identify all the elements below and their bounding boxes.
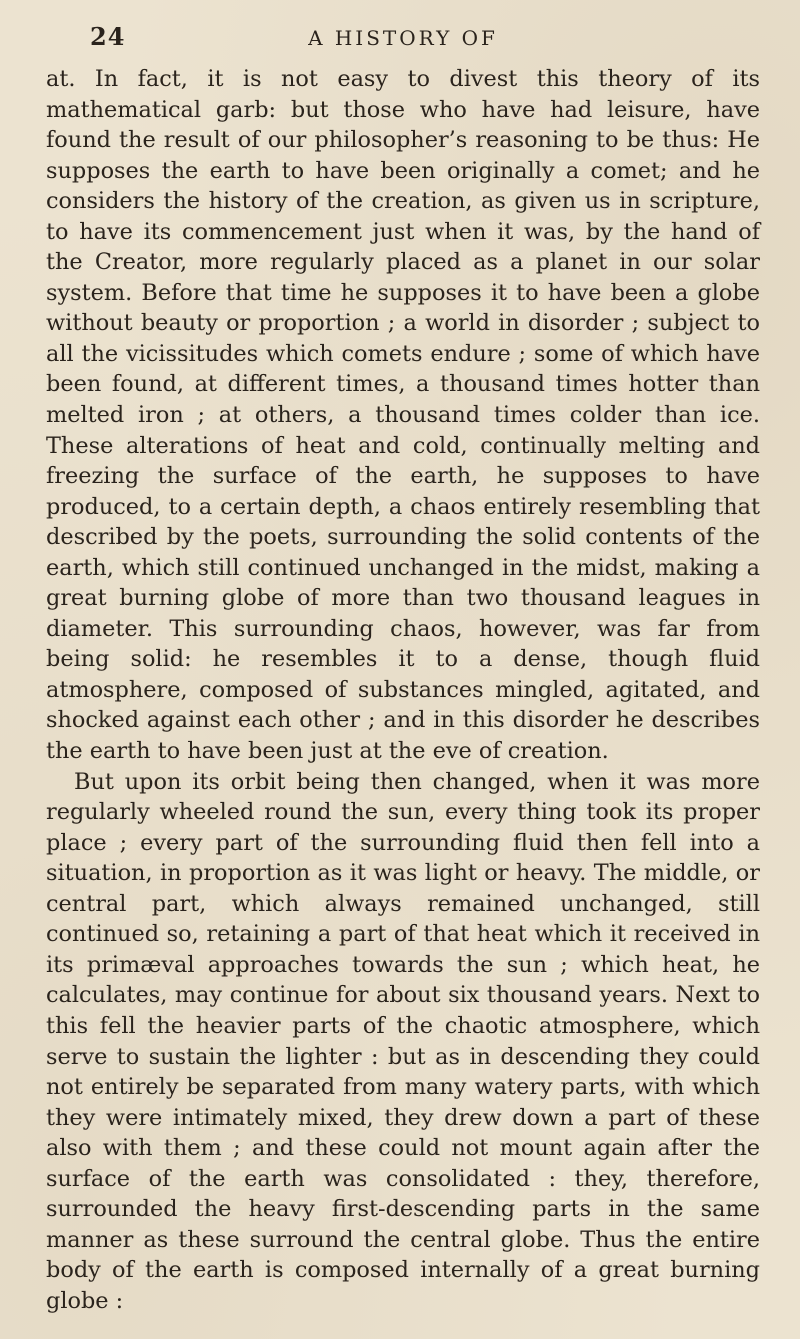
paragraph: But upon its orbit being then changed, when it was more regularly wheeled round the sun, every thing took its proper place ; every part of the surrounding fluid then fell into a situation, in proportion as it was light or heavy. The middle, or central part, which always remained unchanged, still continued so, retaining a part of that heat which it received in its primæval approaches towards the sun ; which heat, he calculates, may continue for about six thousand years. Next to this fell the heavier parts of the chaotic atmosphere, which serve to sustain the lighter : but as in descending they could not entirely be separated from many watery parts, with which they were intimately mixed, they drew down a part of these also with them ; and these could not mount again after the surface of the earth was consolidated : they, therefore, surrounded the heavy first-descending parts in the same manner as these surround the central globe. Thus the entire body of the earth is composed internally of a great burning globe : bbox=[46, 768, 760, 1314]
running-head: A HISTORY OF bbox=[308, 26, 498, 50]
page-number: 24 bbox=[90, 22, 126, 51]
body-text bbox=[46, 64, 760, 1316]
paragraph-continued: at. In fact, it is not easy to divest this theory of its mathematical garb: but those who have had leisure, have found the result of our philosopher’s reasoning to be thus: He supposes the earth to have been originally a comet; and he considers the history of the creation, as given us in scripture, to have its commencement just when it was, by the hand of the Creator, more regularly placed as a planet in our solar system. Before that time he supposes it to have been a globe without beauty or proportion ; a world in disorder ; subject to all the vicissitudes which comets endure ; some of which have been found, at different times, a thousand times hotter than melted iron ; at others, a thousand times colder than ice. These alterations of heat and cold, continually melting and freezing the surface of the earth, he supposes to have produced, to a certain depth, a chaos entirely resembling that described by the poets, surrounding the solid contents of the earth, which still continued unchanged in the midst, making a great burning globe of more than two thousand leagues in diameter. This surrounding chaos, however, was far from being solid: he resembles it to a dense, though fluid atmosphere, composed of substances mingled, agitated, and shocked against each other ; and in this disorder he describes the earth to have been just at the eve of creation. bbox=[46, 66, 760, 765]
page-header bbox=[46, 20, 760, 64]
